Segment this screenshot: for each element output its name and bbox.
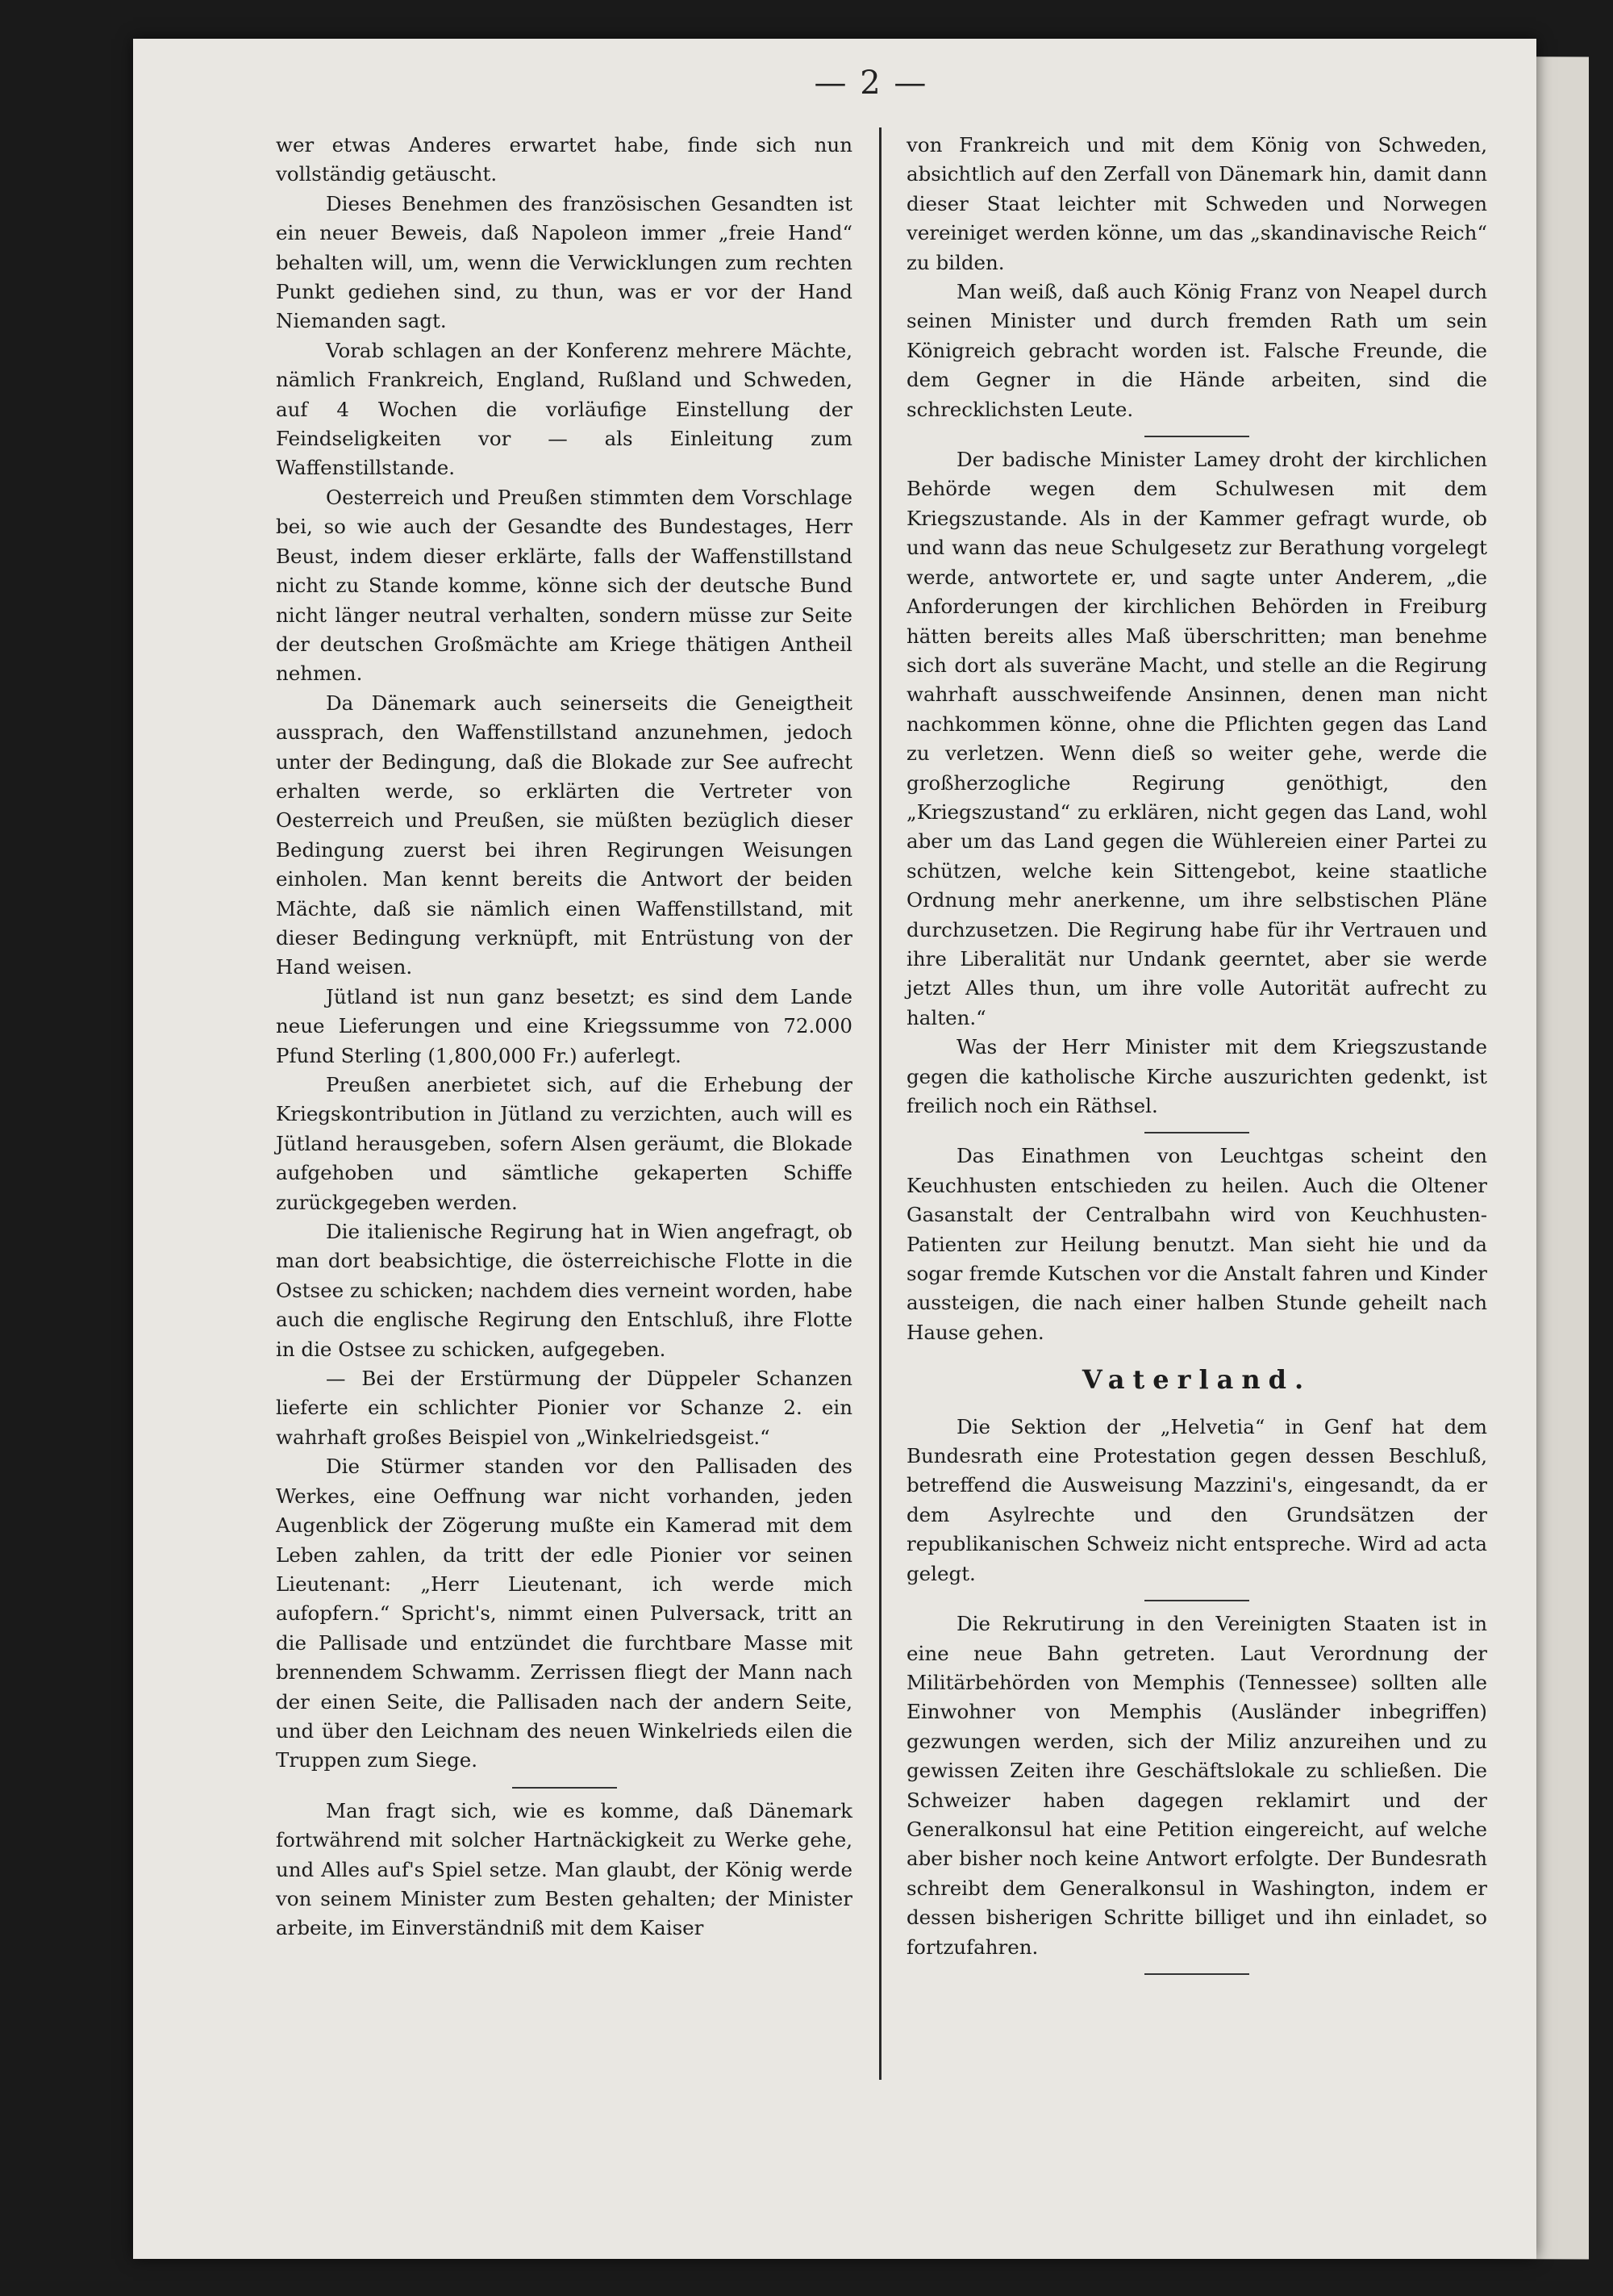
section-heading: Vaterland.: [1082, 1364, 1312, 1396]
section-separator: [1144, 1600, 1249, 1601]
left-column: [276, 131, 852, 1943]
article-paragraph: Die italienische Regirung hat in Wien angefragt, ob man dort beabsichtige, die österreichische Flotte in die Ostsee zu schicken; nachdem dies verneint worden, habe auch die englische Regirung den Entschluß, ihre Flotte in die Ostsee zu schicken, aufgegeben.: [276, 1220, 852, 1361]
article-paragraph: Vorab schlagen an der Konferenz mehrere Mächte, nämlich Frankreich, England, Rußland und Schweden, auf 4 Wochen die vorläufige Einstellung der Feindseligkeiten vor — als Einleitung zum Waffenstillstande.: [276, 338, 852, 480]
article-paragraph: Das Einathmen von Leuchtgas scheint den Keuchhusten entschieden zu heilen. Auch die Oltener Gasanstalt der Centralbahn wird von Keuchhusten-Patienten zur Heilung benutzt. Man sieht hie und da sogar fremde Kutschen vor die Anstalt fahren und Kinder aussteigen, die nach einer halben Stunde geheilt nach Hause gehen.: [907, 1144, 1487, 1344]
article-paragraph: Die Sektion der „Helvetia“ in Genf hat dem Bundesrath eine Protestation gegen dessen Beschluß, betreffend die Ausweisung Mazzini's, eingesandt, da er dem Asylrechte und den Grundsätzen der republikanischen Schweiz nicht entspreche. Wird ad acta gelegt.: [907, 1414, 1487, 1585]
article-paragraph: Jütland ist nun ganz besetzt; es sind dem Lande neue Lieferungen und eine Kriegssumme von 72.000 Pfund Sterling (1,800,000 Fr.) auferlegt.: [276, 984, 852, 1067]
article-paragraph: Man weiß, daß auch König Franz von Neapel durch seinen Minister und durch fremden Rath um sein Königreich gebracht worden ist. Falsche Freunde, die dem Gegner in die Hände arbeiten, sind die schrecklichsten Leute.: [907, 280, 1487, 421]
article-paragraph: wer etwas Anderes erwartet habe, finde sich nun vollständig getäuscht.: [276, 133, 852, 186]
article-paragraph: — Bei der Erstürmung der Düppeler Schanzen lieferte ein schlichter Pionier vor Schanze 2. ein wahrhaft großes Beispiel von „Winkelriedsgeist.“: [276, 1367, 852, 1449]
section-separator: [512, 1787, 617, 1789]
column-divider: [879, 127, 882, 2080]
article-paragraph: Die Stürmer standen vor den Pallisaden des Werkes, eine Oeffnung war nicht vorhanden, jeden Augenblick der Zögerung mußte ein Kamerad mit dem Leben zahlen, da tritt der edle Pionier vor seinen Lieutenant: „Herr Lieutenant, ich werde mich aufopfern.“ Spricht's, nimmt einen Pulversack, tritt an die Pallisade und entzündet die furchtbare Masse mit brennendem Schwamm. Zerrissen fliegt der Mann nach der einen Seite, die Pallisaden nach der andern Seite, und über den Leichnam des neuen Winkelrieds eilen die Truppen zum Siege.: [276, 1455, 852, 1772]
page-number: — 2 —: [814, 65, 928, 102]
article-paragraph: Dieses Benehmen des französischen Gesandten ist ein neuer Beweis, daß Napoleon immer „freie Hand“ behalten will, um, wenn die Verwicklungen zum rechten Punkt gediehen sind, zu thun, was er vor der Hand Niemanden sagt.: [276, 191, 852, 333]
article-paragraph: Die Rekrutirung in den Vereinigten Staaten ist in eine neue Bahn getreten. Laut Verordnung der Militärbehörden von Memphis (Tennessee) sollten alle Einwohner von Memphis (Ausländer inbegriffen) gezwungen werden, sich der Miliz anzureihen und zu gewissen Zeiten ihre Geschäftslokale zu schließen. Die Schweizer haben dagegen reklamirt und der Generalkonsul hat eine Petition eingereicht, auf welche aber bisher noch keine Antwort erfolgte. Der Bundesrath schreibt dem Generalkonsul in Washington, indem er dessen bisherigen Schritte billiget und ihn einladet, so fortzufahren.: [907, 1612, 1487, 1959]
article-paragraph: von Frankreich und mit dem König von Schweden, absichtlich auf den Zerfall von Dänemark hin, damit dann dieser Staat leichter mit Schweden und Norwegen vereiniget werden könne, um das „skandinavische Reich“ zu bilden.: [907, 133, 1487, 274]
article-paragraph: Da Dänemark auch seinerseits die Geneigtheit aussprach, den Waffenstillstand anzunehmen, jedoch unter der Bedingung, daß die Blokade zur See aufrecht erhalten werde, so erklärten die Vertreter von Oesterreich und Preußen, sie müßten bezüglich dieser Bedingung zuerst bei ihren Regirungen Weisungen einholen. Man kennt bereits die Antwort der beiden Mächte, daß sie nämlich einen Waffenstillstand, mit dieser Bedingung verknüpft, mit Entrüstung von der Hand weisen.: [276, 691, 852, 979]
article-paragraph: Der badische Minister Lamey droht der kirchlichen Behörde wegen dem Schulwesen mit dem Kriegszustande. Als in der Kammer gefragt wurde, ob und wann das neue Schulgesetz zur Berathung vorgelegt werde, antwortete er, und sagte unter Anderem, „die Anforderungen der kirchlichen Behörden in Freiburg hätten bereits alles Maß überschritten; man benehme sich dort als suveräne Macht, und stelle an die Regirung wahrhaft ausschweifende Ansinnen, denen man nicht nachkommen könne, ohne die Pflichten gegen das Land zu verletzen. Wenn dieß so weiter gehe, werde die großherzogliche Regirung genöthigt, den „Kriegszustand“ zu erklären, nicht gegen das Land, wohl aber um das Land gegen die Wühlereien einer Partei zu schützen, welche kein Sittengebot, keine staatliche Ordnung mehr anerkenne, um ihre selbstischen Pläne durchzusetzen. Die Regirung habe für ihr Vertrauen und ihre Liberalität nur Undank geerntet, aber sie werde jetzt Alles thun, um ihre volle Autorität aufrecht zu halten.“: [907, 448, 1487, 1029]
section-separator: [1144, 436, 1249, 437]
end-separator: [1144, 1973, 1249, 1975]
article-paragraph: Oesterreich und Preußen stimmten dem Vorschlage bei, so wie auch der Gesandte des Bundestages, Herr Beust, indem dieser erklärte, falls der Waffenstillstand nicht zu Stande komme, könne sich der deutsche Bund nicht länger neutral verhalten, sondern müsse zur Seite der deutschen Großmächte am Kriege thätigen Antheil nehmen.: [276, 485, 852, 686]
article-paragraph: Preußen anerbietet sich, auf die Erhebung der Kriegskontribution in Jütland zu verzichten, auch will es Jütland herausgeben, sofern Alsen geräumt, die Blokade aufgehoben und sämtliche gekaperten Schiffe zurückgegeben werden.: [276, 1073, 852, 1214]
article-paragraph: Was der Herr Minister mit dem Kriegszustande gegen die katholische Kirche auszurichten gedenkt, ist freilich noch ein Räthsel.: [907, 1035, 1487, 1117]
article-paragraph: Man fragt sich, wie es komme, daß Dänemark fortwährend mit solcher Hartnäckigkeit zu Werke gehe, und Alles auf's Spiel setze. Man glaubt, der König werde von seinem Minister zum Besten gehalten; der Minister arbeite, im Einverständniß mit dem Kaiser: [276, 1798, 852, 1940]
section-separator: [1144, 1132, 1249, 1133]
right-column: [907, 131, 1487, 1983]
